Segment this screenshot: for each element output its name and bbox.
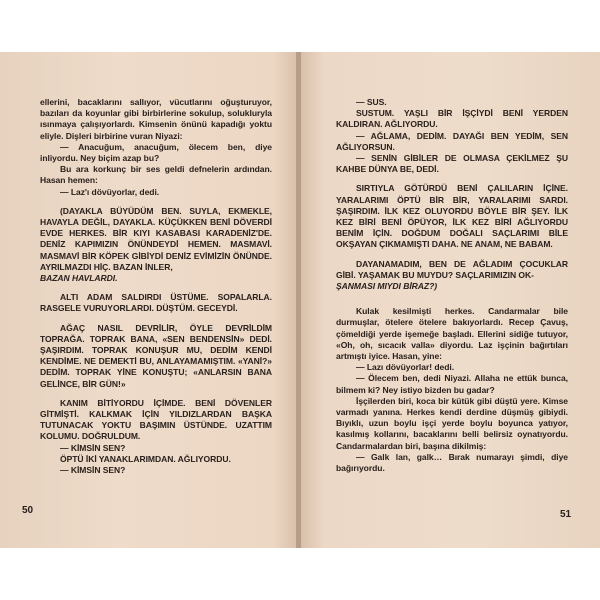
paragraph: Kulak kesilmişti herkes. Candarmalar bile durmuşlar, ötelere ötelere bakıyorlardı. Recep Çavuş, çömeldiği yerde işemeğe başladı. Ellerini sidiğe tutuyor, «Oh, oh, sıcacık valla» diyordu. Laz işçinin bağırtıları artmıştı iyice. Hasan, yine: [336, 306, 568, 362]
page-number: 50 [22, 505, 34, 516]
paragraph: KANIM BİTİYORDU İÇİMDE. BENİ DÖVENLER GİTMİŞTİ. KALKMAK İÇİN YILDIZLARDAN BAŞKA TUTUNACAK YOKTU BAŞIMIN ÜSTÜNDE. UZATTIM KOLUMU. DOĞRULDUM. [40, 397, 272, 442]
paragraph: AĞAÇ NASIL DEVRİLİR, ÖYLE DEVRİLDİM TOPRAĞA. TOPRAK BANA, «SEN BENDENSİN» DEDİ. ŞAŞIRDIM. TOPRAK KONUŞUR MU, DEDİM KENDİ KENDİME. NE DEMEKTİ BU, ANLAYAMAMIŞTIM. «YANİ?» DEDİM. TOPRAK YİNE KONUŞTU; «ANLARSIN BANA GELİNCE, BİR GÜN!» [40, 322, 272, 389]
page-number: 51 [560, 509, 572, 520]
paragraph: — Galk lan, galk… Bırak numarayı şimdi, diye bağırıyordu. [336, 451, 568, 474]
paragraph: DAYANAMADIM, BEN DE AĞLADIM ÇOCUKLAR GİBİ. YAŞAMAK BU MUYDU? SAÇLARIMIZIN OK- [336, 258, 568, 280]
book-gutter [296, 52, 301, 548]
italic-text: ŞANMASI MIYDI BİRAZ?) [336, 281, 438, 292]
paragraph: — Laz'ı dövüyorlar, dedi. [60, 186, 160, 197]
paragraph: — SUS. [356, 97, 387, 107]
paragraph: Bu ara korkunç bir ses geldi defnelerin ardından. Hasan hemen: [40, 164, 272, 186]
paragraph: — Anacuğum, anacuğum, ölecem ben, diye inliyordu. Ney biçim azap bu? [40, 141, 272, 164]
right-page [300, 52, 600, 548]
paragraph [40, 273, 272, 284]
paragraph: ellerini, bacaklarını sallıyor, vücutlarını oğuşturuyor, bazıları da koyunlar gibi birbirlerine sokulup, solukluryla ısınmaya çalışıyorlardı. Kimsenin önünü kapadığı yoktu eliyle. Dişleri birbirine vuran Niyazi: [40, 97, 272, 141]
paragraph: — Ölecem ben, dedi Niyazi. Allaha ne ettük bunca, bilmem ki? Ney istiyo bizden bu gadar? [336, 373, 568, 395]
left-page [0, 52, 297, 548]
right-page-text [336, 97, 568, 474]
paragraph: ÖPTÜ İKİ YANAKLARIMDAN. AĞLIYORDU. [60, 453, 231, 464]
italic-text: BAZAN HAVLARDI. [40, 273, 118, 284]
paragraph: SUSTUM. YAŞLI BİR İŞÇİYDİ BENİ YERDEN KALDIRAN. AĞLIYORDU. [336, 108, 568, 130]
paragraph: ALTI ADAM SALDIRDI ÜSTÜME. SOPALARLA. RASGELE VURUYORLARDI. DÜŞTÜM. GECEYDİ. [40, 292, 272, 314]
paragraph [336, 281, 568, 292]
paragraph: — SENİN GİBİLER DE OLMASA ÇEKİLMEZ ŞU KAHBE DÜNYA BE, DEDİ. [336, 153, 568, 175]
paragraph: — KİMSİN SEN? [60, 442, 126, 453]
paragraph: (DAYAKLA BÜYÜDÜM BEN. SUYLA, EKMEKLE, HAVAYLA DEĞİL, DAYAKLA. KÜÇÜKKEN BENİ DÖVERDİ EVDE HERKES. BİR KIYI KASABASI KARADENİZ'DE. DENİZ KAPIMIZIN ÖNÜNDEYDİ HEMEN. MASMAVİ. MASMAVİ BİR KÖPEK GİBİYDİ DENİZ EVİMİZİN ÖNÜNDE. AYRILMAZDI HİÇ. BAZAN İNLER, [40, 205, 272, 272]
paragraph: — AĞLAMA, DEDİM. DAYAĞI BEN YEDİM, SEN AĞLIYORSUN. [336, 130, 568, 152]
paragraph: SIRTIYLA GÖTÜRDÜ BENİ ÇALILARIN İÇİNE. YARALARIMI ÖPTÜ BİR BİR, YARALARIMI SARDI. ŞAŞIRDIM. İLK KEZ OLUYORDU BÖYLE BİR ŞEY. İLK KEZ BİRİ BENİ ÖPÜYOR, İLK KEZ BİRİ AĞLIYORDU BENİM İÇİN. DOĞDUM DOĞALI SAÇLARIMI BİLE OKŞAYAN ÇIKMAMIŞTI DAHA. NE ANAM, NE BABAM. [336, 183, 568, 250]
left-page-text [40, 97, 272, 476]
paragraph: İşçilerden biri, koca bir kütük gibi düştü yere. Kimse varmadı yanına. Herkes kendi derdine düşmüş gibiydi. Bıyıklı, uzun boylu işçi yerde boylu boyunca yatıyor, kasılmış kollarını, bacaklarını belli belirsiz oynatıyordu. Candarmalardan biri, başına dikilmiş: [336, 395, 568, 451]
paragraph: — Lazı dövüyorlar! dedi. [356, 362, 455, 373]
paragraph: — KİMSİN SEN? [60, 465, 126, 476]
